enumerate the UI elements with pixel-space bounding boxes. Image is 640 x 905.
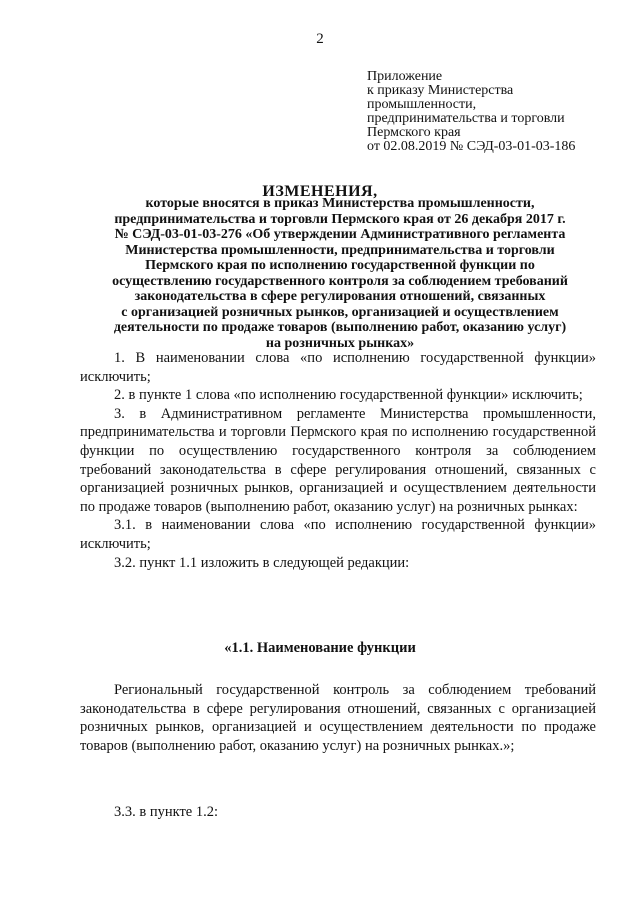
regional-control-block — [80, 681, 596, 755]
appendix-line: Пермского края — [367, 125, 461, 140]
amendment-item-3-2: 3.2. пункт 1.1 изложить в следующей редакции: — [114, 554, 410, 571]
appendix-line: предпринимательства и торговли — [367, 111, 565, 126]
subtitle-line: законодательства в сфере регулирования отношений, связанных — [134, 289, 546, 304]
amendment-item-2: 2. в пункте 1 слова «по исполнению государственной функции» исключить; — [114, 387, 583, 404]
subtitle-line: деятельности по продаже товаров (выполнению работ, оказанию услуг) — [113, 320, 567, 335]
appendix-line: к приказу Министерства — [367, 83, 514, 98]
section-heading: «1.1. Наименование функции — [224, 640, 416, 656]
amendments-list — [80, 349, 596, 572]
subtitle-line: Пермского края по исполнению государственной функции по — [145, 258, 535, 273]
appendix-line: от 02.08.2019 № СЭД-03-01-03-186 — [367, 139, 576, 154]
amendment-item-3: 3. в Административном регламенте Министерства промышленности, предпринимательства и торговли Пермского края по исполнению государственной функции по осуществлению государственного контроля за соблюдением требований законодательства в сфере регулирования отношений, связанных с организацией розничных рынков, организацией и осуществлением деятельности по продаже товаров (выполнению работ, оказанию услуг) на розничных рынках: — [80, 405, 596, 515]
subtitle-line: № СЭД-03-01-03-276 «Об утверждении Административного регламента — [114, 227, 566, 242]
subtitle-line: предпринимательства и торговли Пермского края от 26 декабря 2017 г. — [114, 211, 566, 227]
amendment-item-1: 1. В наименовании слова «по исполнению государственной функции» исключить; — [80, 350, 596, 385]
regional-control-paragraph: Региональный государственной контроль за соблюдением требований законодательства в сфере регулирования отношений, связанных с организацией розничных рынков, организацией и осуществлением деятельности по продаже товаров (выполнению работ, оказанию услуг) на розничных рынках.»; — [80, 682, 596, 754]
appendix-line: Приложение — [367, 69, 443, 84]
document-title: ИЗМЕНЕНИЯ, — [262, 183, 378, 200]
page-number: 2 — [316, 31, 324, 47]
item-3-3-block — [80, 803, 596, 822]
subtitle-line: осуществлению государственного контроля за соблюдением требований — [112, 273, 568, 289]
document-subtitle — [60, 196, 620, 351]
subtitle-line: Министерства промышленности, предпринимательства и торговли — [125, 242, 555, 258]
amendment-item-3-1: 3.1. в наименовании слова «по исполнению государственной функции» исключить; — [80, 517, 596, 552]
appendix-block — [367, 70, 617, 154]
appendix-line: промышленности, — [367, 97, 477, 112]
amendment-item-3-3: 3.3. в пункте 1.2: — [114, 804, 219, 820]
subtitle-line: на розничных рынках» — [265, 335, 415, 351]
subtitle-line: которые вносятся в приказ Министерства промышленности, — [145, 196, 535, 211]
subtitle-line: с организацией розничных рынков, организацией и осуществлением — [121, 304, 559, 320]
